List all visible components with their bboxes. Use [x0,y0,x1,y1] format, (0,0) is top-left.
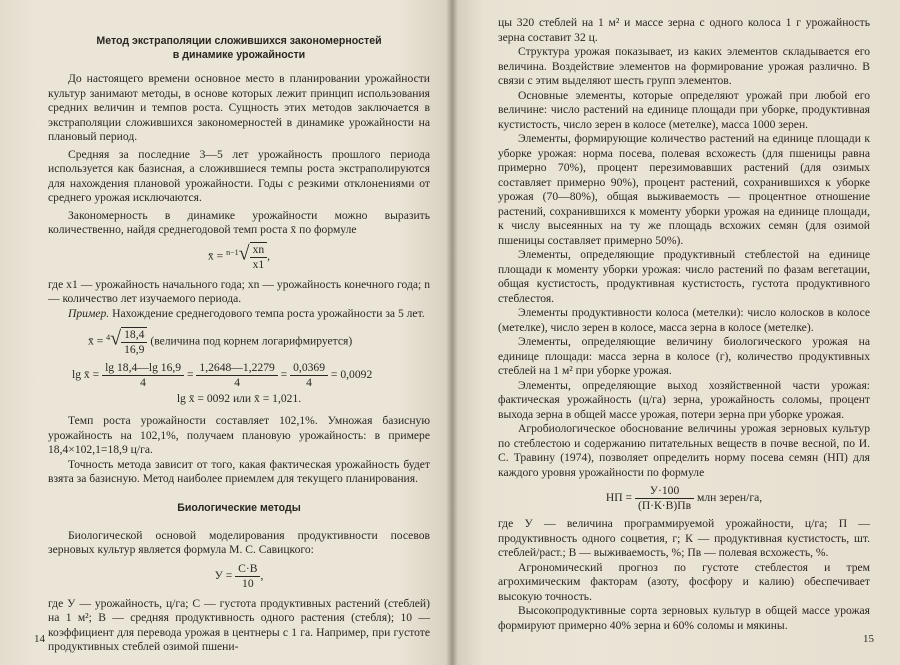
page-number: 14 [34,633,45,645]
root-index: 4 [106,332,111,342]
formula-savitsky [48,562,430,591]
formula-end: , [267,249,271,263]
formula-lhs: У = [214,568,233,582]
fraction-numerator: 1,2648—1,2279 [196,361,277,376]
fraction-numerator: 18,4 [121,328,147,343]
formula-example-log: lg x̄ = $\frac{\lg 18,4—\lg 16,9}{4}$ = $\frac{1,2648—1,2279}{4}$ = $\frac{0,0369}{4}$ = 0,0092 [72,361,373,389]
formula-lhs: x̄ = [88,334,104,348]
paragraph: Агробиологическое обоснование величины урожая зерновых культур по стеблестою и содержанию питательных веществ в почве весной, по И. С. Травину (1974), позволяет определить норму посева семян (НП) для каждого уровня урожайности по формуле [498,422,870,479]
formula-end: , [260,568,264,582]
book-gutter [446,0,458,665]
heading-line-1: Метод экстраполяции сложившихся закономерностей [96,35,382,47]
paragraph: Элементы, определяющие продуктивный стеблестой на единице площади к моменту уборки урожая: число растений по фазам вегетации, общая кустистость, продуктивная кустистость, густота продуктивного стеблестоя. [498,248,870,305]
paragraph: где У — урожайность, ц/га; С — густота продуктивных растений (стеблей) на 1 м²; В — средняя продуктивность одного растения (стебля); 10 — коэффициент для перевода урожая в центнеры с 1 га. Например, при густоте продуктивных стеблей озимой пшени- [48,596,430,653]
formula-result: = 0,0092 [330,368,373,382]
paragraph: Темп роста урожайности составляет 102,1%. Умножая базисную урожайность на 102,1%, получаем плановую урожайность: в примере 18,4×102,1=18,9 ц/га. [48,414,430,456]
paragraph: Агрономический прогноз по густоте стеблестоя и трем агрохимическим факторам (азоту, фосфору и калию) обеспечивает высокую точность. [498,560,870,603]
example-label: Пример. [68,306,110,320]
paragraph: Биологической основой моделирования продуктивности посевов зерновых культур является формула М. С. Савицкого: [48,528,430,556]
paragraph: Высокопродуктивные сорта зерновых культур в общей массе урожая формируют примерно 40% зерна и 60% соломы и мякины. [498,604,870,632]
paragraph: где x1 — урожайность начального года; xn — урожайность конечного года; n — количество лет изучаемого периода. [48,277,430,305]
formula-example-root: x̄ = $^4$√ $\frac{18,4}{16,9}$ (величина под корнем логарифмируется) [88,327,353,356]
paragraph: Элементы, определяющие величину биологического урожая на единице площади: масса зерна в колосе (г), количество продуктивных стеблей на 1 м² при уборке урожая. [498,335,870,377]
paragraph: Элементы, формирующие количество растений на единице площади к уборке урожая: норма посева, полевая всхожесть (для пшеницы равна примерно 70%), процент перезимовавших растений (для озимых составляет примерно 90%), процент растений, сохранившихся к уборке урожая (70—80%), общая выживаемость — процентное отношение растений, сохранившихся к моменту уборки урожая на единице площади, к числу высеянных на ту же площадь всхожих семян (для озимой пшеницы составляет примерно 50%). [498,132,870,247]
formula-seeding-rate [498,484,870,513]
fraction-numerator: У·100 [635,484,694,499]
formula-lhs: НП = [605,491,633,505]
fraction-denominator: 4 [234,376,240,389]
formula-growth-rate: x̄ = $^{n-1}$√ $\frac{xn}{x1}$ , [207,242,271,271]
paragraph: Структура урожая показывает, из каких элементов складывается его величина. Воздействие элементов на формирование урожая различно. В связи с этим выделяют шесть групп элементов. [498,45,870,87]
fraction-denominator: 4 [140,376,146,389]
paragraph: Элементы продуктивности колоса (метелки): число колосков в колосе (метелке), число зерен в колосе, масса зерна в колосе (метелке). [498,306,870,334]
fraction-numerator: С·В [235,562,260,577]
fraction-denominator: 4 [306,376,312,389]
formula-note: (величина под корнем логарифмируется) [150,334,353,348]
formula-lhs: x̄ = [207,249,224,263]
paragraph: цы 320 стеблей на 1 м² и массе зерна с одного колоса 1 г урожайность зерна составит 32 ц. [498,16,870,44]
fraction-denominator: x1 [252,257,265,271]
fraction-numerator: 0,0369 [290,361,328,376]
section-heading-biological: Биологические методы [177,501,301,514]
section-heading-extrapolation [48,34,430,62]
fraction-denominator: (П·К·В)Пв [637,499,692,512]
paragraph: Основные элементы, которые определяют урожай при любой его величине: число растений на единице площади при уборке, продуктивная кустистость, число зерен в колосе (метелке), масса 1000 зерен. [498,88,870,131]
example-text: Нахождение среднегодового темпа роста урожайности за 5 лет. [109,306,425,320]
formula-lhs: lg x̄ = [72,368,100,382]
paragraph: Закономерность в динамике урожайности можно выразить количественно, найдя среднегодовой темп роста x̄ по формуле [48,208,430,236]
paragraph: Средняя за последние 3—5 лет урожайность прошлого периода используется как базисная, а сложившиеся темпы роста экстраполируются для нахождения плановой урожайности. Годы с резкими отклонениями от среднего урожая исключаются. [48,147,430,204]
page-number: 15 [863,633,874,645]
fraction-numerator: lg 18,4—lg 16,9 [102,361,184,376]
heading-line-2: в динамике урожайности [172,49,306,61]
formula-example-answer: lg x̄ = 0092 или x̄ = 1,021. [176,392,302,405]
paragraph: До настоящего времени основное место в планировании урожайности культур занимают методы, в основе которых лежит принцип использования средних величин и темпов роста. Сущность этих методов заключается в экстраполяции сложившихся закономерностей в динамике урожайности на плановый период. [48,72,430,143]
fraction-numerator: xn [250,243,268,258]
right-page [452,0,900,665]
formula-unit: млн зерен/га, [697,491,763,505]
fraction-denominator: 10 [242,576,254,590]
paragraph: Точность метода зависит от того, какая фактическая урожайность будет взята за базисную. Метод наиболее приемлем для текущего планирования. [48,457,430,485]
paragraph-example [48,307,430,322]
root-index: n−1 [226,247,239,257]
paragraph: Элементы, определяющие выход хозяйственной части урожая: фактическая урожайность (ц/га) зерна, урожайность соломы, процент выхода зерна в общей массе урожая, потери зерна при уборке урожая. [498,378,870,421]
paragraph: где У — величина программируемой урожайности, ц/га; П — продуктивность одного соцветия, г; К — продуктивная кустистость, шт. стеблей/раст.; В — выживаемость, %; Пв — полевая всхожесть, %. [498,517,870,559]
fraction-denominator: 16,9 [124,343,145,356]
